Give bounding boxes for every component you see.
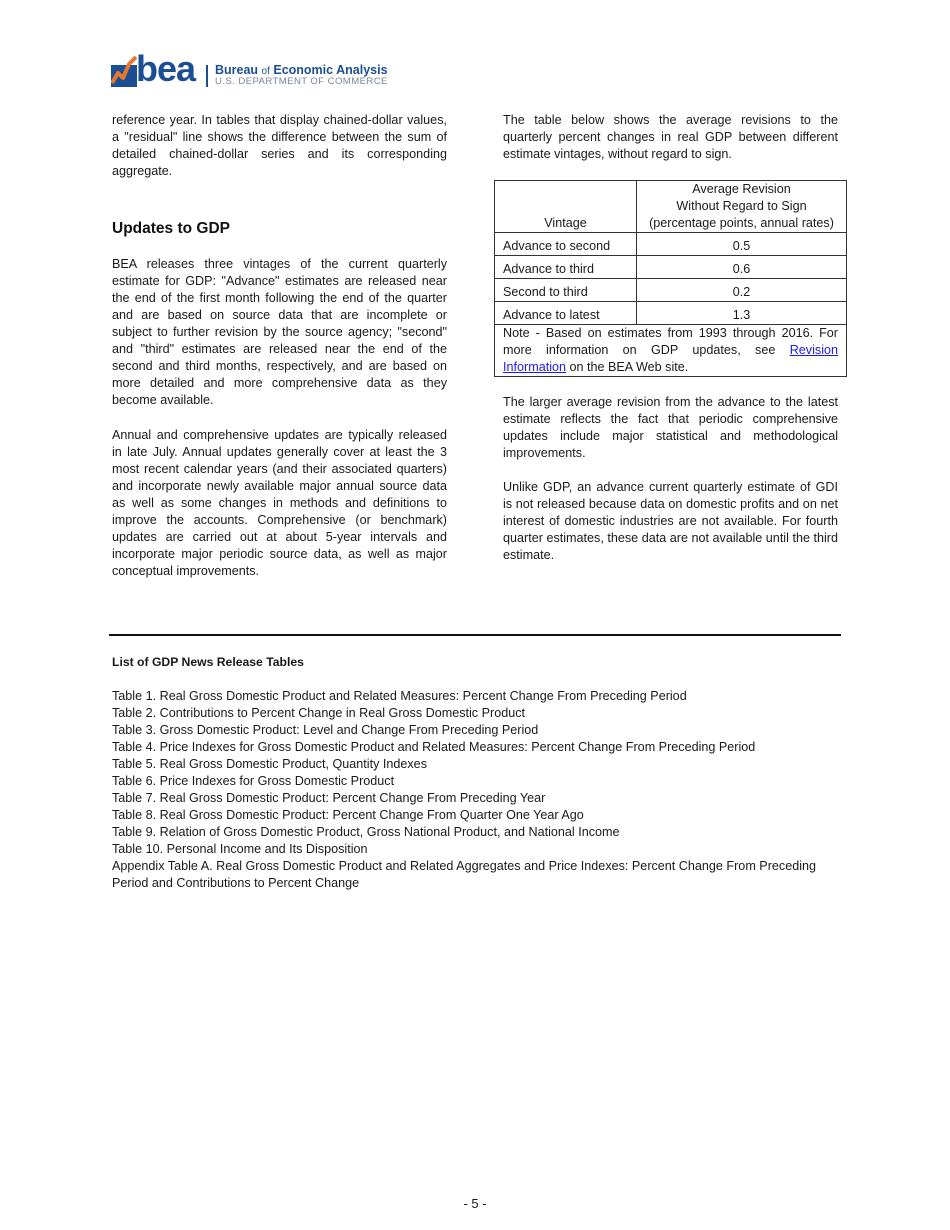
list-item: Table 7. Real Gross Domestic Product: Percent Change From Preceding Year <box>112 791 546 805</box>
organization-name: Bureau of Economic Analysis <box>215 63 388 77</box>
list-item: Table 3. Gross Domestic Product: Level and Change From Preceding Period <box>112 723 539 737</box>
revision-value-cell: 1.3 <box>637 302 847 325</box>
table-intro-paragraph: The table below shows the average revisions to the quarterly percent changes in real GDP between different estimate vintages, without regard to sign. <box>503 113 838 161</box>
annual-updates-paragraph: Annual and comprehensive updates are typically released in late July. Annual updates generally cover at least the 3 most recent calendar years (and their associated quarters) and incorporate newly available major annual source data as well as some changes in methods and definitions to improve the accounts. Comprehensive (or benchmark) updates are carried out at about 5-year intervals and incorporate major periodic source data, as well as major conceptual improvements. <box>112 428 447 578</box>
bea-logo-chart-icon <box>111 55 137 87</box>
tables-list <box>112 688 832 892</box>
tables-list-title: List of GDP News Release Tables <box>112 655 304 669</box>
vintage-cell: Second to third <box>495 279 637 302</box>
intro-paragraph: reference year. In tables that display chained-dollar values, a "residual" line shows the difference between the sum of detailed chained-dollar series and its corresponding aggregate. <box>112 113 447 178</box>
section-heading: Updates to GDP <box>112 220 230 237</box>
section-divider <box>109 634 841 636</box>
table-row <box>495 233 847 256</box>
header-vintage: Vintage <box>495 181 637 233</box>
list-item: Table 1. Real Gross Domestic Product and Related Measures: Percent Change From Preceding Period <box>112 689 687 703</box>
table-row <box>495 256 847 279</box>
logo-divider <box>206 65 208 87</box>
vintage-cell: Advance to latest <box>495 302 637 325</box>
average-revision-table <box>494 180 847 377</box>
revision-value-cell: 0.2 <box>637 279 847 302</box>
list-item: Table 2. Contributions to Percent Change in Real Gross Domestic Product <box>112 706 525 720</box>
list-item: Table 8. Real Gross Domestic Product: Percent Change From Quarter One Year Ago <box>112 808 584 822</box>
vintages-paragraph: BEA releases three vintages of the current quarterly estimate for GDP: "Advance" estimates are released near the end of the first month following the end of the quarter and are based on source data that are incomplete or subject to further revision by the source agency; "second" and "third" estimates are released near the end of the second and third months, respectively, and are based on more detailed and more comprehensive data as they become available. <box>112 257 447 407</box>
header-average-revision: Average Revision Without Regard to Sign (percentage points, annual rates) <box>637 181 847 233</box>
list-item: Table 5. Real Gross Domestic Product, Quantity Indexes <box>112 757 427 771</box>
list-item: Table 6. Price Indexes for Gross Domestic Product <box>112 774 395 788</box>
department-name: U.S. DEPARTMENT OF COMMERCE <box>215 76 388 87</box>
vintage-cell: Advance to third <box>495 256 637 279</box>
revision-value-cell: 0.5 <box>637 233 847 256</box>
table-row <box>495 279 847 302</box>
vintage-cell: Advance to second <box>495 233 637 256</box>
list-item: Appendix Table A. Real Gross Domestic Product and Related Aggregates and Price Indexes: Percent Change From Preceding Period and Contributions to Percent Change <box>112 859 817 890</box>
table-note: Note - Based on estimates from 1993 through 2016. For more information on GDP updates, see Revision Information on the BEA Web site. <box>495 325 847 377</box>
list-item: Table 4. Price Indexes for Gross Domestic Product and Related Measures: Percent Change From Preceding Period <box>112 740 756 754</box>
page-number: - 5 - <box>463 1196 487 1211</box>
gdi-paragraph: Unlike GDP, an advance current quarterly estimate of GDI is not released because data on domestic profits and on net interest of domestic industries are not available. For fourth quarter estimates, these data are not available until the third estimate. <box>503 480 838 562</box>
larger-revision-paragraph: The larger average revision from the advance to the latest estimate reflects the fact that periodic comprehensive updates include major statistical and methodological improvements. <box>503 395 838 460</box>
list-item: Table 10. Personal Income and Its Disposition <box>112 842 368 856</box>
revision-information-link[interactable]: Revision Information <box>503 343 838 374</box>
bea-logo-wordmark: bea <box>136 48 196 89</box>
table-row <box>495 302 847 325</box>
revision-value-cell: 0.6 <box>637 256 847 279</box>
list-item: Table 9. Relation of Gross Domestic Product, Gross National Product, and National Income <box>112 825 620 839</box>
bea-logo <box>111 48 401 89</box>
